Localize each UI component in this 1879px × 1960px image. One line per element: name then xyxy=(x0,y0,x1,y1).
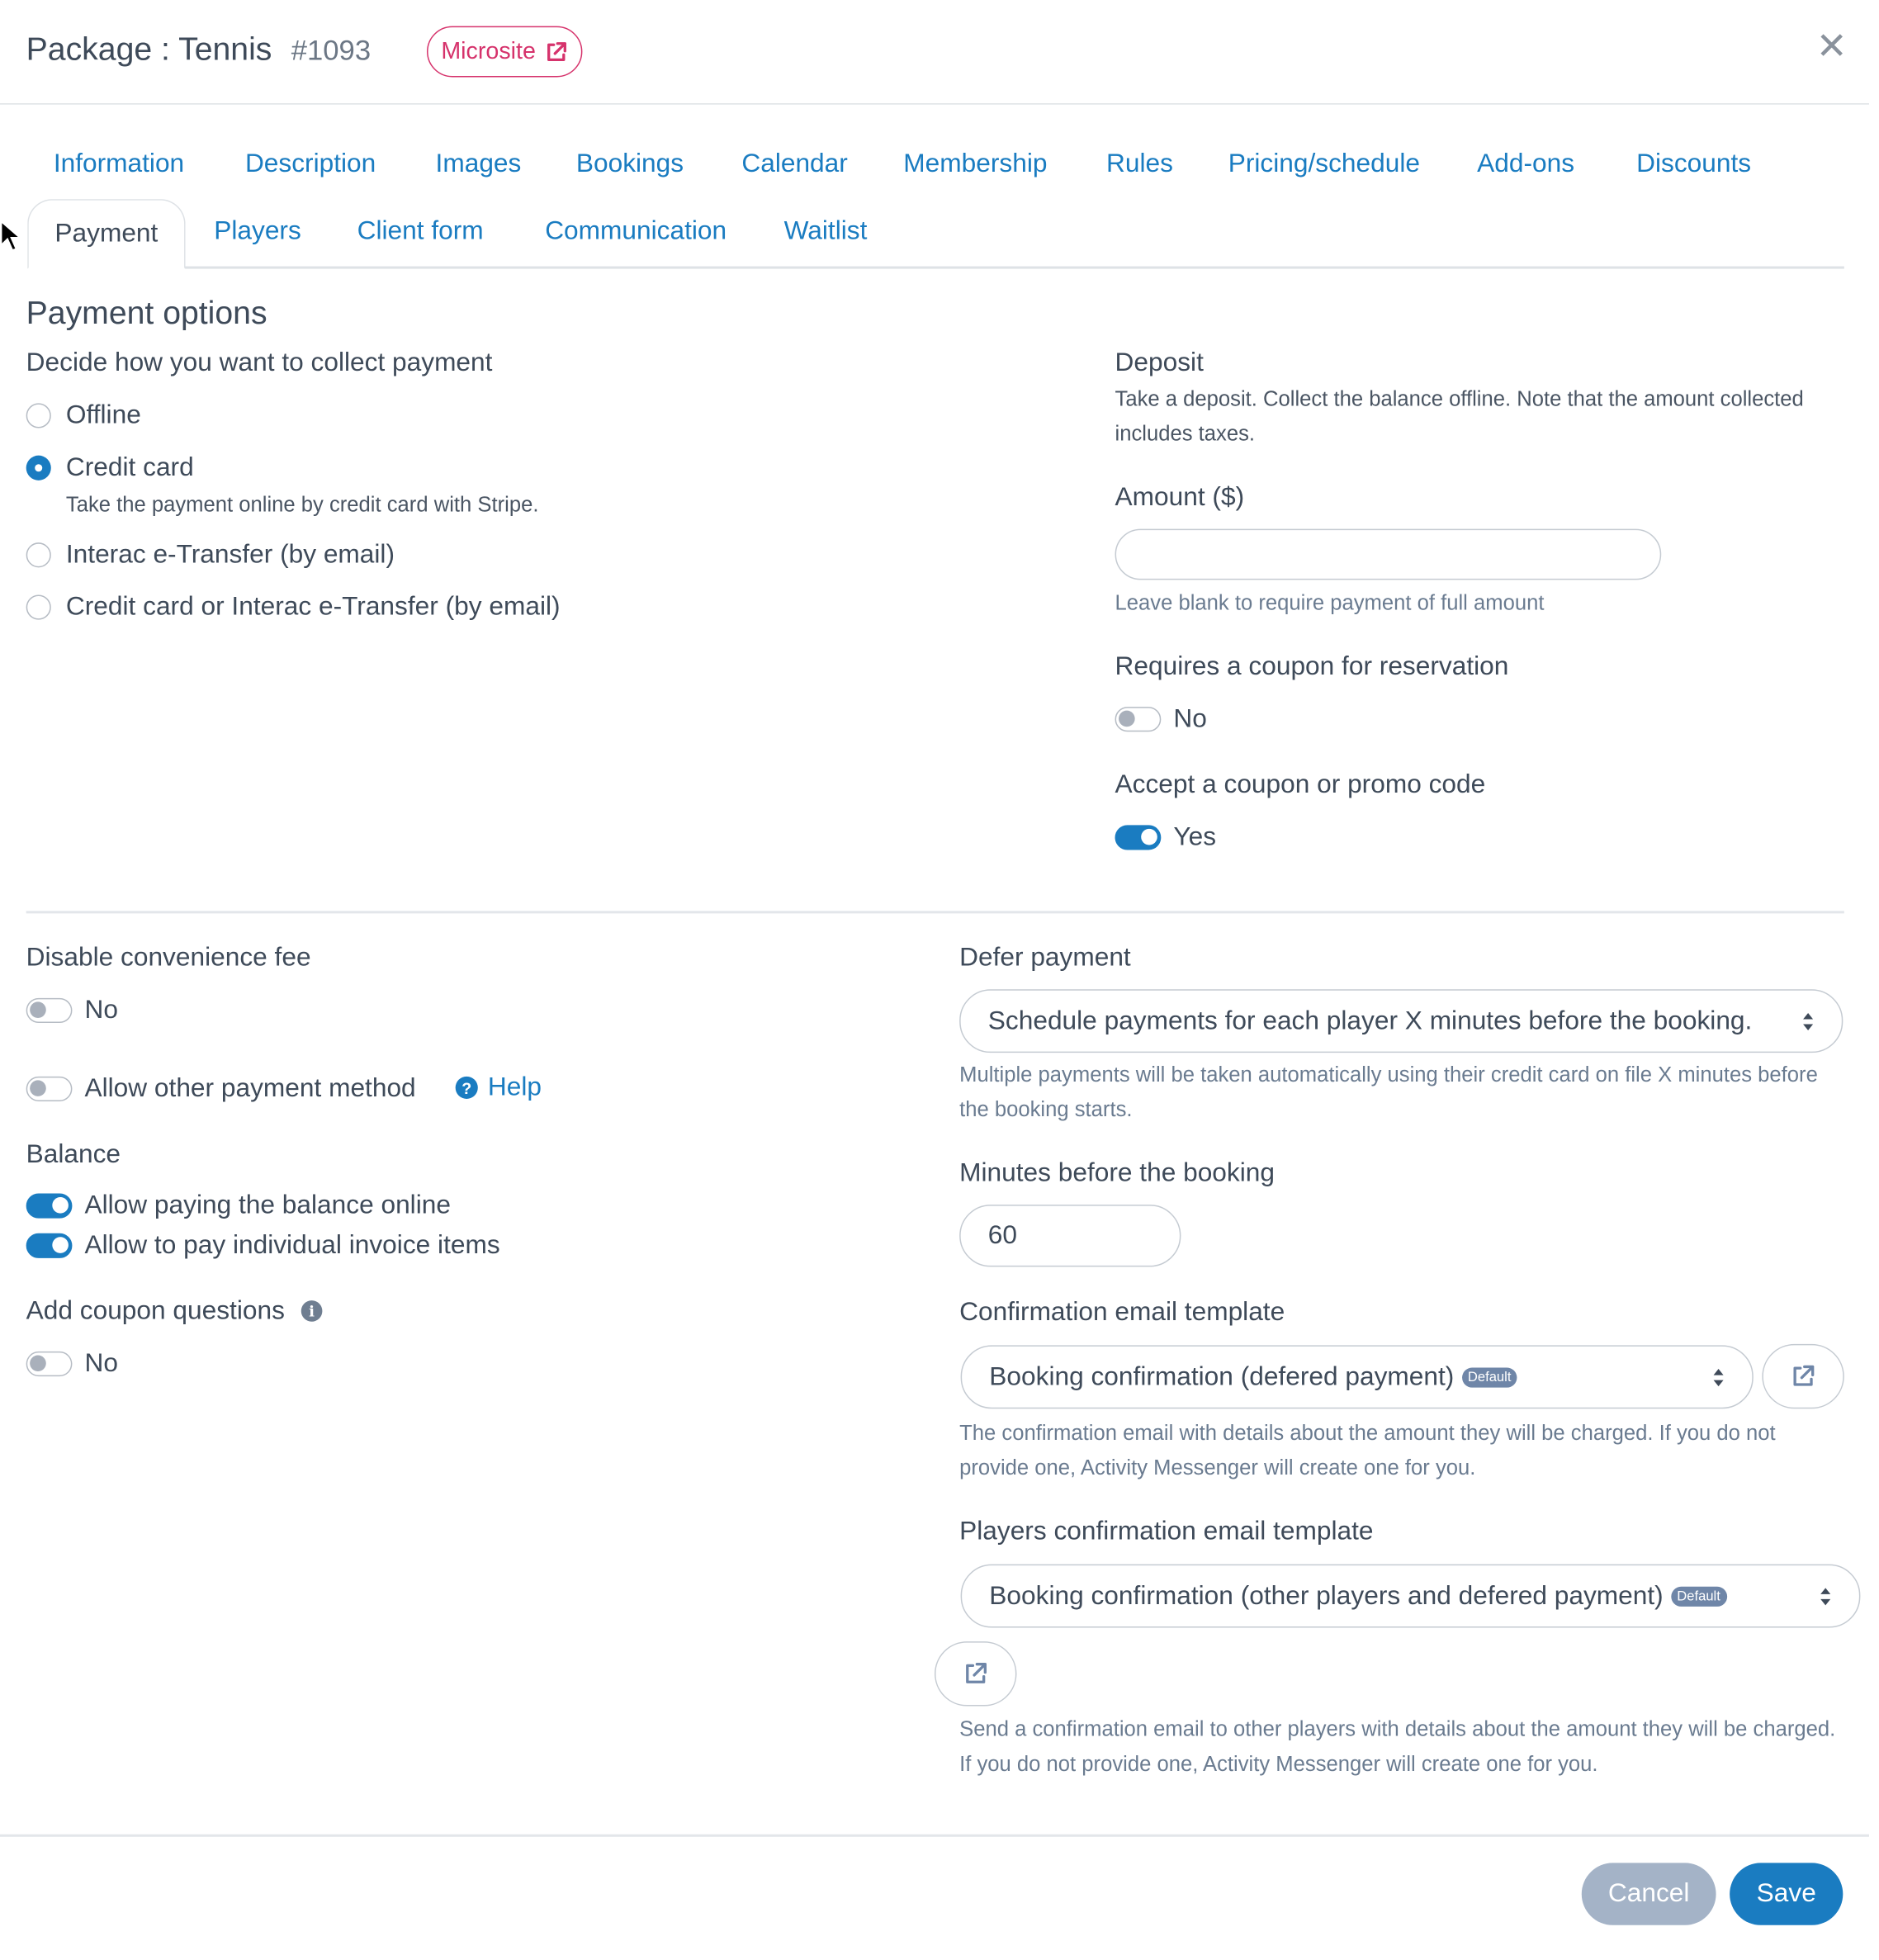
external-link-icon xyxy=(543,39,568,64)
tab-pricing-schedule[interactable]: Pricing/schedule xyxy=(1228,149,1420,178)
convenience-fee-label: Disable convenience fee xyxy=(26,943,311,973)
info-icon[interactable]: i xyxy=(301,1300,323,1322)
accept-coupon-value: Yes xyxy=(1173,822,1217,851)
players-template-help: Send a confirmation email to other players with details about the amount they will be charged. If you do not provide one, Activity Messenger will create one for you. xyxy=(959,1717,1836,1776)
footer-divider xyxy=(0,1835,1869,1836)
deposit-title: Deposit xyxy=(1115,348,1204,377)
microsite-button[interactable] xyxy=(427,26,582,78)
amount-input[interactable] xyxy=(1115,529,1662,580)
individual-items-label: Allow to pay individual invoice items xyxy=(84,1230,500,1260)
help-link[interactable] xyxy=(456,1072,542,1102)
balance-label: Balance xyxy=(26,1139,121,1169)
tab-waitlist[interactable]: Waitlist xyxy=(783,216,868,245)
players-template-selected: Booking confirmation (other players and defered payment) xyxy=(989,1581,1664,1610)
radio-interac-label: Interac e-Transfer (by email) xyxy=(65,540,395,569)
tab-membership[interactable]: Membership xyxy=(903,149,1048,178)
players-template-label: Players confirmation email template xyxy=(959,1517,1374,1546)
open-confirm-template-button[interactable] xyxy=(1762,1344,1844,1408)
coupon-questions-label: Add coupon questions xyxy=(26,1296,285,1326)
tab-communication[interactable]: Communication xyxy=(545,216,727,245)
tab-players[interactable]: Players xyxy=(214,216,301,245)
radio-credit-card-label: Credit card xyxy=(65,452,194,482)
collect-payment-question: Decide how you want to collect payment xyxy=(26,348,493,377)
balance-online-toggle[interactable] xyxy=(26,1194,73,1219)
select-arrows-icon xyxy=(1712,1367,1725,1387)
players-template-select[interactable] xyxy=(961,1565,1861,1628)
individual-items-toggle[interactable] xyxy=(26,1233,73,1258)
convenience-fee-value: No xyxy=(84,995,118,1025)
amount-label: Amount ($) xyxy=(1115,482,1245,512)
help-label: Help xyxy=(487,1072,542,1101)
defer-payment-label: Defer payment xyxy=(959,943,1131,973)
mouse-pointer-icon xyxy=(0,220,22,253)
tab-bookings[interactable]: Bookings xyxy=(575,149,684,178)
tab-description[interactable]: Description xyxy=(244,149,376,178)
confirm-template-selected: Booking confirmation (defered payment) xyxy=(989,1361,1455,1391)
other-payment-method-toggle[interactable] xyxy=(26,1077,73,1101)
defer-payment-help: Multiple payments will be taken automatically using their credit card on file X minutes before the booking starts. xyxy=(959,1063,1818,1122)
help-circle-icon: ? xyxy=(456,1077,478,1099)
tab-payment[interactable]: Payment xyxy=(27,199,185,268)
cancel-button[interactable]: Cancel xyxy=(1582,1863,1716,1924)
default-badge: Default xyxy=(1461,1367,1517,1387)
accept-coupon-label: Accept a coupon or promo code xyxy=(1115,770,1486,799)
radio-credit-card[interactable] xyxy=(26,456,51,481)
microsite-label: Microsite xyxy=(441,37,536,64)
tab-add-ons[interactable]: Add-ons xyxy=(1477,149,1575,178)
defer-payment-selected: Schedule payments for each player X minutes before the booking. xyxy=(987,1006,1753,1035)
balance-online-label: Allow paying the balance online xyxy=(84,1191,451,1220)
save-button[interactable]: Save xyxy=(1730,1863,1843,1924)
tabs-divider xyxy=(184,267,1844,268)
radio-offline[interactable] xyxy=(26,403,51,428)
confirm-template-help: The confirmation email with details about the amount they will be charged. If you do not provide one, Activity Messenger will create one for you. xyxy=(959,1421,1776,1480)
tab-information[interactable]: Information xyxy=(53,149,185,178)
minutes-input[interactable]: 60 xyxy=(959,1205,1181,1266)
amount-help: Leave blank to require payment of full amount xyxy=(1115,590,1545,615)
close-icon[interactable]: ✕ xyxy=(1815,26,1848,68)
section-divider xyxy=(26,911,1844,912)
confirm-template-label: Confirmation email template xyxy=(959,1298,1285,1327)
deposit-description: Take a deposit. Collect the balance offline. Note that the amount collected includes taxes. xyxy=(1115,386,1804,446)
external-link-icon xyxy=(1789,1362,1816,1390)
tab-images[interactable]: Images xyxy=(435,149,522,178)
default-badge: Default xyxy=(1671,1586,1727,1606)
select-arrows-icon xyxy=(1820,1586,1832,1606)
confirm-template-select[interactable] xyxy=(961,1345,1754,1408)
payment-options-heading: Payment options xyxy=(26,293,267,331)
requires-coupon-label: Requires a coupon for reservation xyxy=(1115,651,1509,681)
radio-credit-or-interac[interactable] xyxy=(26,594,51,619)
coupon-questions-toggle[interactable] xyxy=(26,1352,73,1376)
convenience-fee-toggle[interactable] xyxy=(26,998,73,1023)
tab-rules[interactable]: Rules xyxy=(1105,149,1173,178)
tab-discounts[interactable]: Discounts xyxy=(1636,149,1752,178)
tab-client-form[interactable]: Client form xyxy=(357,216,484,245)
select-arrows-icon xyxy=(1802,1011,1815,1031)
coupon-questions-value: No xyxy=(84,1348,118,1378)
requires-coupon-toggle[interactable] xyxy=(1115,707,1162,731)
accept-coupon-toggle[interactable] xyxy=(1115,825,1162,850)
requires-coupon-value: No xyxy=(1173,704,1207,733)
external-link-icon xyxy=(962,1660,989,1688)
credit-card-description: Take the payment online by credit card with Stripe. xyxy=(65,492,539,517)
minutes-label: Minutes before the booking xyxy=(959,1158,1275,1187)
other-payment-method-label: Allow other payment method xyxy=(84,1073,416,1103)
modal-header xyxy=(0,0,1869,105)
radio-interac[interactable] xyxy=(26,542,51,567)
package-id: #1093 xyxy=(291,33,372,66)
tab-calendar[interactable]: Calendar xyxy=(741,149,848,178)
page-title: Package : Tennis xyxy=(26,30,272,68)
radio-credit-or-interac-label: Credit card or Interac e-Transfer (by email) xyxy=(65,592,561,622)
radio-offline-label: Offline xyxy=(65,400,141,430)
defer-payment-select[interactable] xyxy=(959,989,1843,1053)
open-players-template-button[interactable] xyxy=(935,1641,1016,1706)
